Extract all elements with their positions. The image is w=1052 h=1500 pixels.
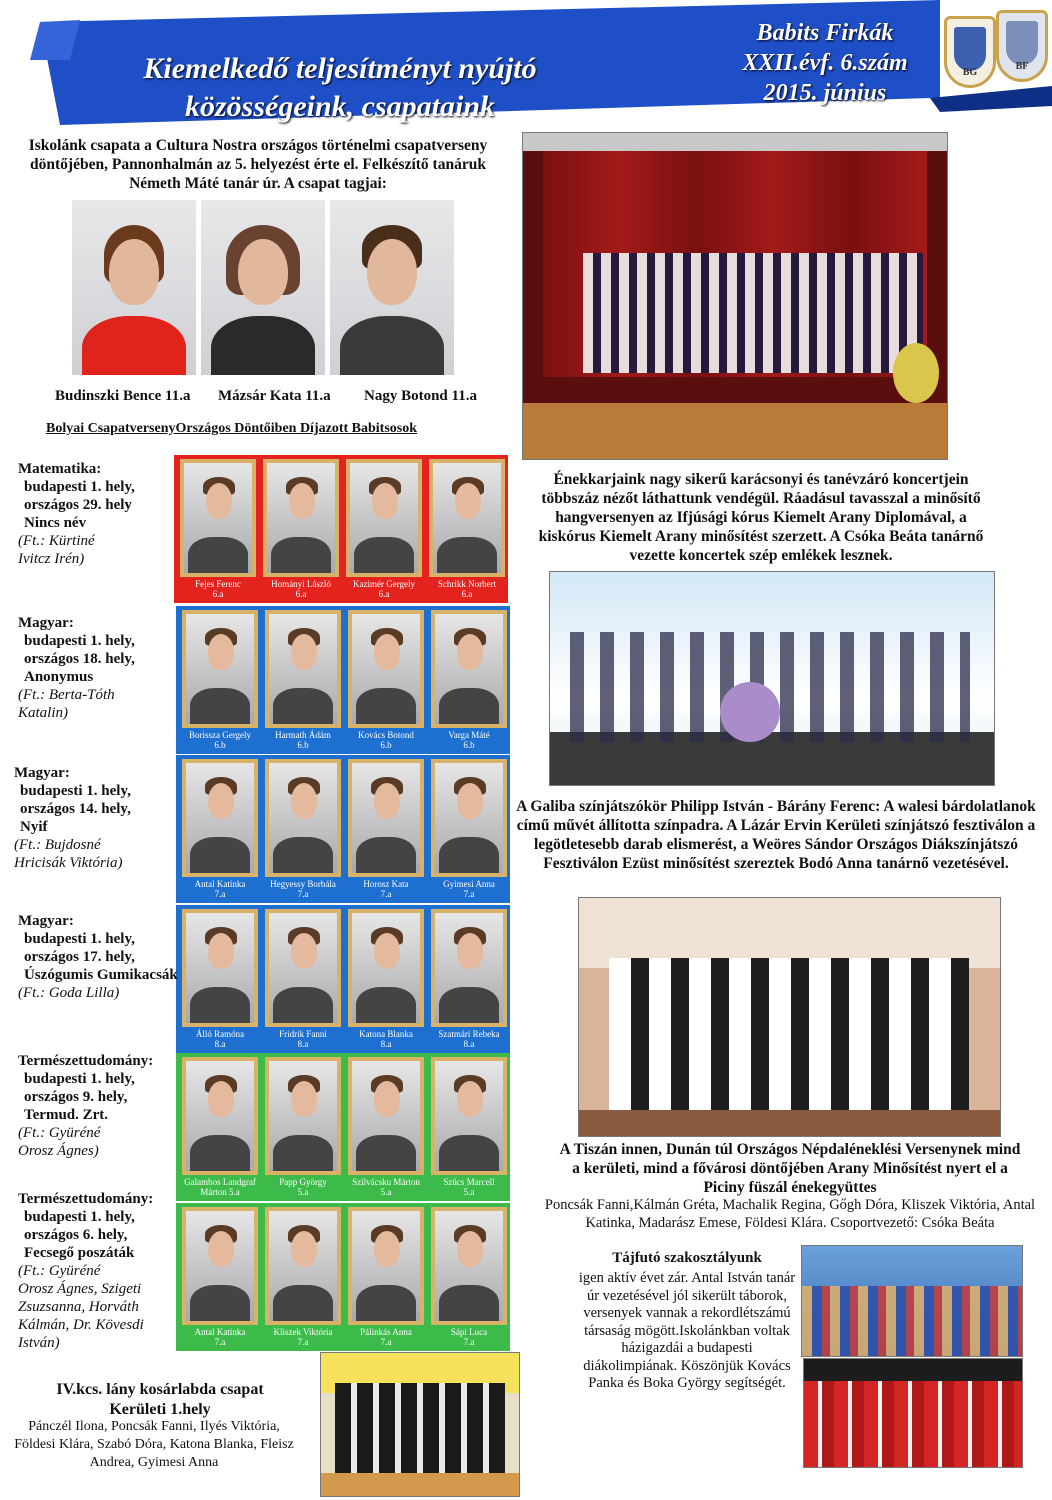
student-class: 8.a [297, 1039, 309, 1049]
student-portrait [182, 1057, 258, 1175]
student-caption [178, 1029, 262, 1049]
student-name: Kazimér Gergely [352, 579, 416, 589]
student-class: 7.a [214, 889, 226, 899]
student-portrait [431, 610, 507, 728]
student-caption [427, 1029, 511, 1049]
student-name: Borissza Gergely [188, 730, 252, 740]
student-portrait [429, 459, 505, 577]
team-photo-panel [174, 455, 508, 603]
student-class: 6.a [378, 589, 390, 599]
student-caption [178, 730, 262, 750]
student-class: 6.b [297, 740, 309, 750]
team-l1: budapesti 1. hely, [24, 1071, 135, 1087]
choir-photo [522, 132, 948, 460]
student-name: Szűcs Marcell [443, 1177, 495, 1187]
team-name: Anonymus [24, 669, 94, 685]
team-teacher: (Ft.: Gyüréné [18, 1125, 101, 1141]
student-portrait [265, 909, 341, 1027]
team-category [18, 912, 178, 1002]
folk-text: A Tiszán innen, Dunán túl Országos Népdaléneklési Versenynek mind a kerületi, mind a fővárosi döntőjében Arany Minősítést nyert el a Piciny füszál énekegyüttes [559, 1141, 1021, 1196]
student-name: Galambos Landgraf Márton 5.a [184, 1177, 256, 1197]
student-caption [425, 579, 509, 599]
choir-text: Énekkarjaink nagy sikerű karácsonyi és tanévzáró koncertjein többszáz nézőt láthattunk vendégül. Ráadásul tavasszal a minősítő hangversenyen az Ifjúsági kórus Kiemelt Arany Diplomával, a kiskórus Kiemelt Arany minősítést szerzett. A Csóka Beáta tanárnő vezette koncertek szép emlékek lesznek. [538, 471, 984, 564]
student-caption [342, 579, 426, 599]
portrait-photo [201, 200, 325, 375]
student-caption [261, 1029, 345, 1049]
basketball-title-line-1: IV.kcs. lány kosárlabda csapat [56, 1381, 264, 1398]
student-caption [427, 1327, 511, 1347]
team-photo-panel [176, 606, 510, 754]
team-name: Fecsegő poszáták [24, 1245, 135, 1261]
team-category [18, 1190, 178, 1352]
orienteering-text: igen aktív évet zár. Antal István tanár úr vezetésével jól sikerült táborok, versenyek vannak a rekordlétszámú társaság mögött.Iskolánkban voltak házigazdái a budapesti diákolimpiának. Köszönjük Kovács Panka és Boka György segítségét. [578, 1270, 796, 1391]
student-portrait [265, 1057, 341, 1175]
team-l1: budapesti 1. hely, [20, 783, 131, 799]
student-portrait [348, 909, 424, 1027]
publication-info [705, 18, 945, 108]
student-name: Álló Ramóna [195, 1029, 245, 1039]
student-name: Szilvácsku Márton [352, 1177, 420, 1187]
team-subject: Magyar: [18, 913, 74, 929]
student-name: Antal Katinka [194, 879, 246, 889]
member-caption: Nagy Botond 11.a [364, 388, 477, 404]
team-l2: országos 9. hely, [24, 1089, 128, 1105]
student-caption [261, 1327, 345, 1347]
basketball-photo [320, 1352, 520, 1497]
team-photo-panel [176, 905, 510, 1053]
theatre-photo [549, 571, 995, 786]
team-teacher: Orosz Ágnes, Szigeti [18, 1281, 142, 1297]
student-name: Szatmári Rebeka [438, 1029, 500, 1039]
basketball-title-line-2: Kerületi 1.hely [109, 1401, 211, 1418]
folk-members: Poncsák Fanni,Kálmán Gréta, Machalik Regina, Gőgh Dóra, Kliszek Viktória, Antal Katinka, Madarász Emese, Földesi Klára. Csoportvezető: Csóka Beáta [544, 1197, 1036, 1231]
student-class: 8.a [380, 1039, 392, 1049]
team-teacher: (Ft.: Berta-Tóth [18, 687, 115, 703]
student-portrait [263, 459, 339, 577]
team-l1: budapesti 1. hely, [24, 479, 135, 495]
student-caption [427, 879, 511, 899]
school-crest-icon: BG [944, 16, 996, 88]
student-caption [261, 879, 345, 899]
team-l1: budapesti 1. hely, [24, 633, 135, 649]
folk-photo [578, 897, 1001, 1137]
team-name: Úszógumis Gumikacsák [24, 967, 178, 983]
student-name: Fridrik Fanni [279, 1029, 327, 1039]
student-class: 7.a [297, 1337, 309, 1347]
student-caption [178, 1327, 262, 1347]
page-title [60, 50, 620, 126]
student-portrait [182, 1207, 258, 1325]
team-photo-panel [176, 1203, 510, 1351]
theatre-text: A Galiba színjátszókör Philipp István - Bárány Ferenc: A walesi bárdolatlanok című művét állította színpadra. A Lázár Ervin Kerületi színjátszó fesztiválon a legötletesebb darab elismerést, a Weöres Sándor Országos Diákszínjátszó Fesztiválon Ezüst minősítést szereztek Bodó Anna tanárnő vezetésével. [516, 798, 1036, 872]
team-photo-panel [176, 755, 510, 903]
team-teacher: Orosz Ágnes) [18, 1143, 99, 1159]
school-crest-icon: BF [996, 10, 1048, 82]
student-caption [344, 1327, 428, 1347]
student-portrait [182, 909, 258, 1027]
team-subject: Magyar: [14, 765, 70, 781]
student-class: 5.a [380, 1187, 392, 1197]
student-name: Varga Máté [448, 730, 490, 740]
student-portrait [348, 1057, 424, 1175]
student-class: 7.a [463, 889, 475, 899]
student-class: 6.a [212, 589, 224, 599]
team-l1: budapesti 1. hely, [24, 931, 135, 947]
student-class: 8.a [463, 1039, 475, 1049]
student-portrait [431, 1057, 507, 1175]
student-portrait [265, 1207, 341, 1325]
team-photo-panel [176, 1053, 510, 1201]
student-name: Katona Blanka [359, 1029, 413, 1039]
student-portrait [431, 759, 507, 877]
student-name: Hományi László [271, 579, 331, 589]
student-portrait [346, 459, 422, 577]
team-teacher: Katalin) [18, 705, 69, 721]
team-l2: országos 6. hely, [24, 1227, 128, 1243]
student-class: 7.a [297, 889, 309, 899]
team-l2: országos 18. hely, [24, 651, 135, 667]
student-class: 6.b [463, 740, 475, 750]
student-name: Antal Katinka [194, 1327, 246, 1337]
title-line-1: Kiemelkedő teljesítményt nyújtó [143, 52, 537, 85]
student-caption [178, 1177, 262, 1197]
portrait-photo [72, 200, 196, 375]
student-class: 7.a [380, 1337, 392, 1347]
student-class: 5.a [463, 1187, 475, 1197]
student-class: 7.a [214, 1337, 226, 1347]
student-class: 7.a [463, 1337, 475, 1347]
student-caption [261, 730, 345, 750]
team-teacher: (Ft.: Gyüréné [18, 1263, 101, 1279]
student-name: Gyimesi Anna [443, 879, 495, 889]
student-caption [176, 579, 260, 599]
cultura-nostra-text: Iskolánk csapata a Cultura Nostra országos történelmi csapatverseny döntőjében, Pannonhalmán az 5. helyezést érte el. Felkészítő tanáruk Németh Máté tanár úr. A csapat tagjai: [28, 137, 488, 192]
publication-date: 2015. június [763, 80, 887, 106]
student-caption [178, 879, 262, 899]
student-class: 6.b [380, 740, 392, 750]
team-category [18, 614, 178, 722]
team-subject: Matematika: [18, 461, 102, 477]
orienteering-team-photo [803, 1358, 1023, 1468]
student-portrait [182, 759, 258, 877]
student-portrait [180, 459, 256, 577]
team-name: Nyif [20, 819, 48, 835]
student-name: Fejes Ferenc [195, 579, 241, 589]
student-name: Papp György [279, 1177, 327, 1187]
student-name: Horosz Kata [363, 879, 409, 889]
team-name: Termud. Zrt. [24, 1107, 109, 1123]
team-name: Nincs név [24, 515, 87, 531]
student-caption [261, 1177, 345, 1197]
student-name: Pálinkás Anna [360, 1327, 412, 1337]
student-name: Harmath Ádám [275, 730, 331, 740]
portrait-photo [330, 200, 454, 375]
student-class: 5.a [297, 1187, 309, 1197]
student-portrait [265, 759, 341, 877]
student-class: 6.b [214, 740, 226, 750]
team-teacher: (Ft.: Bujdosné [14, 837, 101, 853]
student-name: Sápi Luca [450, 1327, 488, 1337]
basketball-members: Pánczél Ilona, Poncsák Fanni, Ilyés Viktória, Földesi Klára, Szabó Dóra, Katona Blanka, Fleisz Andrea, Gyimesi Anna [14, 1419, 294, 1470]
team-teacher: Ivitcz Irén) [18, 551, 85, 567]
student-class: 7.a [380, 889, 392, 899]
student-caption [344, 1029, 428, 1049]
student-class: 8.a [214, 1039, 226, 1049]
team-l2: országos 17. hely, [24, 949, 135, 965]
team-teacher: (Ft.: Goda Lilla) [18, 985, 120, 1001]
publication-issue: XXII.évf. 6.szám [742, 50, 908, 76]
team-teacher: (Ft.: Kürtiné [18, 533, 95, 549]
student-caption [427, 730, 511, 750]
student-name: Kliszek Viktória [273, 1327, 333, 1337]
basketball-title [6, 1380, 314, 1420]
team-subject: Magyar: [18, 615, 74, 631]
student-class: 6.a [461, 589, 473, 599]
student-class: 6.a [295, 589, 307, 599]
student-caption [259, 579, 343, 599]
team-l2: országos 29. hely [24, 497, 132, 513]
team-l2: országos 14. hely, [20, 801, 131, 817]
team-subject: Természettudomány: [18, 1053, 154, 1069]
student-portrait [348, 610, 424, 728]
student-portrait [265, 610, 341, 728]
student-portrait [431, 909, 507, 1027]
bolyai-heading: Bolyai CsapatversenyOrszágos Döntőiben Díjazott Babitsosok [46, 421, 418, 436]
student-portrait [348, 759, 424, 877]
orienteering-group-photo [801, 1245, 1023, 1357]
publication-name: Babits Firkák [756, 20, 894, 46]
team-category [18, 460, 178, 568]
student-portrait [182, 610, 258, 728]
student-name: Hegyessy Borbála [270, 879, 336, 889]
team-subject: Természettudomány: [18, 1191, 154, 1207]
team-teacher: Zsuzsanna, Horváth [18, 1299, 139, 1315]
student-portrait [348, 1207, 424, 1325]
student-caption [427, 1177, 511, 1197]
member-caption: Mázsár Kata 11.a [218, 388, 331, 404]
student-name: Kovács Botond [358, 730, 414, 740]
title-line-2: közösségeink, csapataink [184, 90, 496, 123]
team-category [18, 1052, 178, 1160]
team-category [14, 764, 174, 872]
student-name: Schrikk Norbert [437, 579, 497, 589]
team-l1: budapesti 1. hely, [24, 1209, 135, 1225]
orienteering-title: Tájfutó szakosztályunk [612, 1250, 762, 1266]
team-teacher: Hricisák Viktória) [14, 855, 123, 871]
student-caption [344, 730, 428, 750]
student-portrait [431, 1207, 507, 1325]
member-caption: Budinszki Bence 11.a [55, 388, 191, 404]
student-caption [344, 879, 428, 899]
student-caption [344, 1177, 428, 1197]
team-teacher: Kálmán, Dr. Kövesdi István) [18, 1317, 144, 1351]
